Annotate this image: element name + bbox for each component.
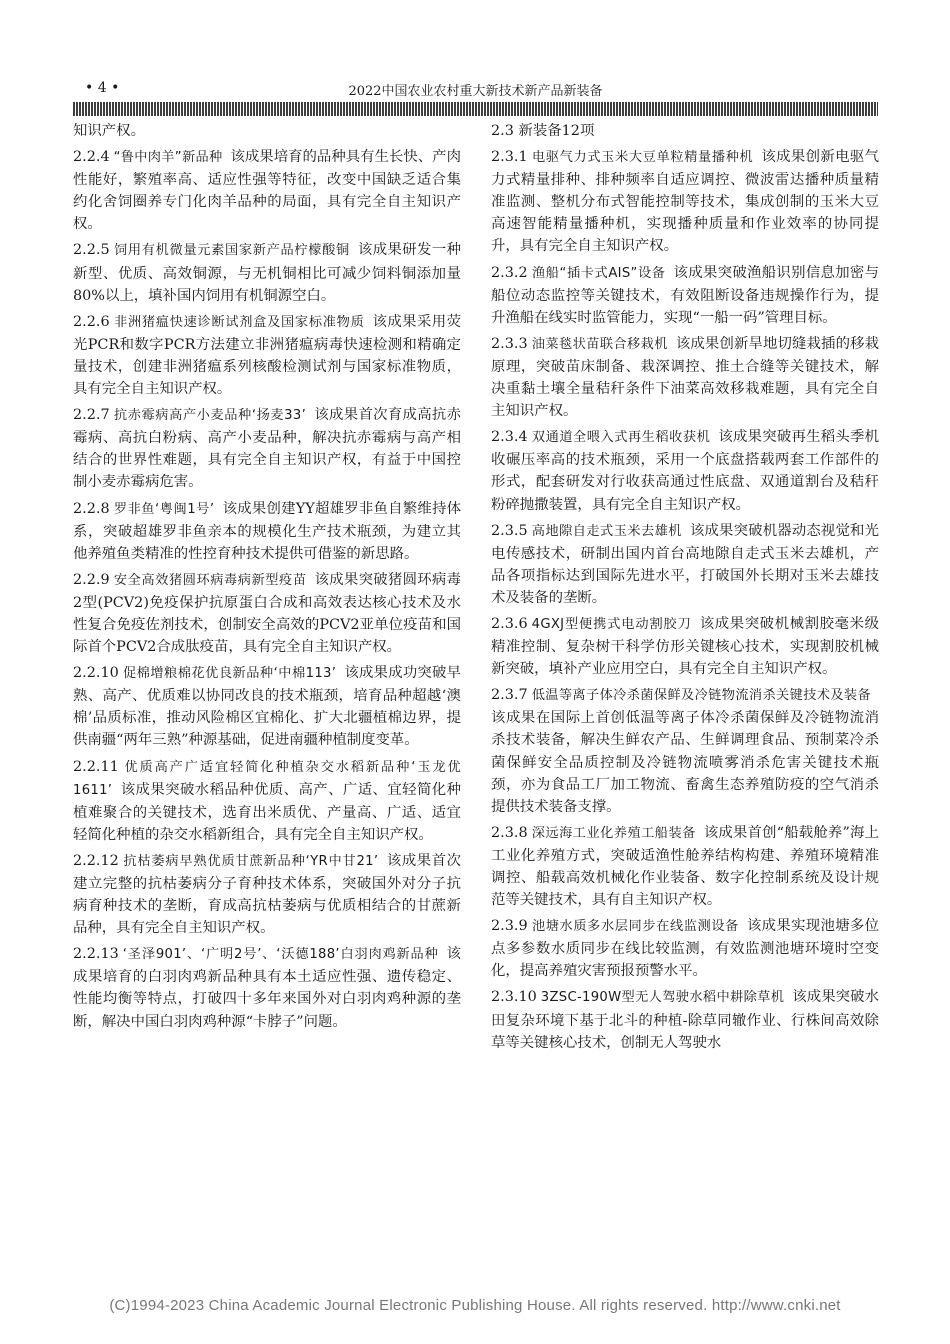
- right-items: [491, 146, 879, 1054]
- entry-number: 2.2.4: [73, 149, 110, 166]
- entry-number: 2.2.10: [73, 665, 119, 682]
- entry-body: 该成果培育的品种具有生长快、产肉性能好，繁殖率高、适应性强等特征，改变中国缺乏适合集约化舍饲圈养专门化肉羊品种的局面，具有完全自主知识产权。: [73, 149, 461, 233]
- entry-paragraph: [491, 426, 879, 515]
- entry-title: 优质高产广适宜轻简化种植杂交水稻新品种‘玉龙优1611’: [73, 759, 461, 798]
- entry-title: 深远海工业化养殖工船装备: [531, 825, 696, 841]
- entry-paragraph: [73, 569, 461, 658]
- entry-title: “鲁中肉羊”新品种: [113, 150, 223, 166]
- entry-body: 该成果突破再生稻头季机收碾压率高的技术瓶颈，采用一个底盘搭载两套工作部件的形式，配套研发对行收获高通过性底盘、双通道割台及秸秆粉碎抛撒装置，具有完全自主知识产权。: [491, 429, 879, 513]
- entry-number: 2.3.1: [491, 149, 528, 166]
- entry-title: ‘圣泽901’、‘广明2号’、‘沃德188’白羽肉鸡新品种: [122, 947, 439, 963]
- entry-number: 2.3.8: [491, 824, 528, 841]
- entry-body: 该成果成功突破早熟、高产、优质难以协同改良的技术瓶颈，培育品种超越‘澳棉’品质标准，推动风险棉区宜棉化、扩大北疆植棉边界，提供南疆“两年三熟”种源基础，促进南疆种植制度变革。: [73, 665, 461, 749]
- entry-number: 2.3.10: [491, 989, 537, 1006]
- entry-body: 该成果突破水田复杂环境下基于北斗的种植-除草同辙作业、行株间高效除草等关键核心技术，创制无人驾驶水: [491, 989, 879, 1051]
- entry-paragraph: [491, 613, 879, 680]
- entry-number: 2.3.4: [491, 429, 528, 446]
- entry-number: 2.3.7: [491, 687, 528, 704]
- entry-title: 饲用有机微量元素国家新产品柠檬酸铜: [113, 243, 350, 259]
- entry-title: 低温等离子体冷杀菌保鲜及冷链物流消杀关键技术及装备: [531, 688, 871, 704]
- page-number: • 4 •: [85, 80, 120, 96]
- entry-title: 非洲猪瘟快速诊断试剂盒及国家标准物质: [113, 314, 365, 330]
- entry-paragraph: [491, 986, 879, 1053]
- entry-title: 3ZSC-190W型无人驾驶水稻中耕除草机: [540, 990, 785, 1006]
- entry-number: 2.2.6: [73, 313, 110, 330]
- entry-paragraph: [73, 239, 461, 306]
- entry-title: 渔船“插卡式AIS”设备: [531, 265, 666, 281]
- entry-paragraph: [73, 146, 461, 235]
- entry-title: 高地隙自走式玉米去雄机: [531, 523, 682, 539]
- entry-number: 2.3.2: [491, 264, 528, 281]
- entry-paragraph: [73, 662, 461, 751]
- entry-body: 该成果首创“船载舱养”海上工业化养殖方式，突破适渔性舱养结构构建、养殖环境精准调控、船载高效机械化作业装备、数字化控制系统及设计规范等关键技术，具有自主知识产权。: [491, 824, 879, 909]
- entry-paragraph: [491, 684, 879, 818]
- entry-body: 该成果突破渔船识别信息加密与船位动态监控等关键技术，有效阻断设备违规操作行为，提升渔船在线实时监管能力，实现“一船一码”管理目标。: [491, 264, 879, 326]
- left-column: [73, 120, 461, 1037]
- entry-number: 2.2.5: [73, 242, 110, 259]
- entry-title: 双通道全喂入式再生稻收获机: [531, 430, 711, 446]
- entry-body: 该成果突破水稻品种优质、高产、广适、宜轻简化种植难聚合的关键技术，选育出米质优、产量高、广适、适宜轻简化种植的杂交水稻新组合，具有完全自主知识产权。: [73, 781, 461, 843]
- entry-number: 2.2.9: [73, 571, 110, 588]
- entry-title: 电驱气力式玉米大豆单粒精量播种机: [531, 150, 754, 166]
- header-rule: [73, 102, 878, 116]
- entry-paragraph: [73, 311, 461, 400]
- entry-body: 该成果突破机械割胶毫米级精准控制、复杂树干科学仿形关键核心技术，实现割胶机械新突破，填补产业应用空白，具有完全自主知识产权。: [491, 615, 879, 678]
- right-column: [491, 120, 879, 1058]
- entry-paragraph: [491, 915, 879, 982]
- entry-body: 该成果突破机器动态视觉和光电传感技术，研制出国内首台高地隙自走式玉米去雄机，产品各项指标达到国际先进水平，打破国外长期对玉米去雄技术及装备的垄断。: [491, 522, 879, 606]
- entry-body: 该成果实现池塘多位点多参数水质同步在线比较监测，有效监测池塘环境时空变化，提高养殖灾害预报预警水平。: [491, 918, 879, 980]
- section-heading: 2.3 新装备12项: [491, 123, 595, 139]
- entry-number: 2.3.5: [491, 522, 528, 539]
- continuation-text: 知识产权。: [73, 123, 145, 139]
- entry-number: 2.3.6: [491, 615, 528, 632]
- entry-title: 油菜毯状苗联合移栽机: [531, 336, 668, 352]
- entry-paragraph: [73, 850, 461, 939]
- entry-number: 2.3.3: [491, 335, 528, 352]
- entry-paragraph: [73, 943, 461, 1032]
- entry-paragraph: [73, 498, 461, 565]
- entry-title: 促棉增粮棉花优良新品种‘中棉113’: [122, 666, 337, 682]
- entry-paragraph: [491, 262, 879, 329]
- journal-title: 2022中国农业农村重大新技术新产品新装备: [348, 84, 603, 99]
- entry-title: 池塘水质多水层同步在线监测设备: [531, 919, 739, 935]
- entry-body: 该成果创建YY超雄罗非鱼自繁维持体系，突破超雄罗非鱼亲本的规模化生产技术瓶颈，为建立其他养殖鱼类精准的性控育种技术提供可借鉴的新思路。: [73, 500, 461, 562]
- entry-title: 抗赤霉病高产小麦品种‘扬麦33’: [113, 408, 307, 424]
- entry-paragraph: [491, 146, 879, 257]
- entry-number: 2.2.8: [73, 500, 110, 517]
- left-items: [73, 146, 461, 1033]
- entry-number: 2.3.9: [491, 918, 528, 935]
- entry-paragraph: [491, 333, 879, 422]
- running-header: [73, 78, 878, 98]
- entry-title: 抗枯萎病早熟优质甘蔗新品种‘YR中甘21’: [122, 853, 379, 869]
- entry-number: 2.2.13: [73, 946, 119, 963]
- entry-number: 2.2.11: [73, 758, 119, 775]
- entry-paragraph: [491, 822, 879, 911]
- entry-paragraph: [491, 520, 879, 609]
- entry-body: 该成果创新电驱气力式精量排种、排种频率自适应调控、微波雷达播种质量精准监测、整机分布式智能控制等技术，集成创制的玉米大豆高速智能精量播种机，实现播种质量和作业效率的协同提升，具有完全自主知识产权。: [491, 149, 879, 255]
- entry-body: 该成果突破猪圆环病毒2型(PCV2)免疫保护抗原蛋白合成和高效表达核心技术及水性复合免疫佐剂技术，创制安全高效的PCV2亚单位疫苗和国际首个PCV2合成肽疫苗，具有完全自主知识产权。: [73, 571, 461, 656]
- entry-paragraph: [73, 756, 461, 846]
- entry-paragraph: [73, 404, 461, 493]
- entry-body: 该成果培育的白羽肉鸡新品种具有本土适应性强、遗传稳定、性能均衡等特点，打破四十多年来国外对白羽肉鸡种源的垄断，解决中国白羽肉鸡种源“卡脖子”问题。: [73, 946, 461, 1030]
- entry-body: 该成果创新旱地切缝栽插的移栽原理，突破苗床制备、栽深调控、推土合缝等关键技术，解决重黏土壤全量秸秆条件下油菜高效移栽难题，具有完全自主知识产权。: [491, 335, 879, 420]
- entry-title: 4GXJ型便携式电动割胶刀: [531, 616, 692, 632]
- entry-body: 该成果首次建立完整的抗枯萎病分子育种技术体系，突破国外对分子抗病育种技术的垄断，育成高抗枯萎病与优质相结合的甘蔗新品种，具有完全自主知识产权。: [73, 852, 461, 937]
- entry-title: 安全高效猪圆环病毒病新型疫苗: [113, 572, 307, 588]
- entry-body: 该成果采用荧光PCR和数字PCR方法建立非洲猪瘟病毒快速检测和精确定量技术，创建非洲猪瘟系列核酸检测试剂与国家标准物质，具有完全自主知识产权。: [73, 313, 461, 398]
- entry-number: 2.2.7: [73, 407, 110, 424]
- entry-body: 该成果在国际上首创低温等离子体冷杀菌保鲜及冷链物流消杀技术装备，解决生鲜农产品、生鲜调理食品、预制菜冷杀菌保鲜安全品质控制及冷链物流喷雾消杀危害关键技术瓶颈，亦为食品工厂加工物流、畜禽生态养殖防疫的空气消杀提供技术装备支撑。: [491, 710, 879, 815]
- entry-number: 2.2.12: [73, 852, 119, 869]
- entry-body: 该成果研发一种新型、优质、高效铜源，与无机铜相比可减少饲料铜添加量80%以上，填补国内饲用有机铜源空白。: [73, 242, 461, 304]
- copyright-footer: (C)1994-2023 China Academic Journal Electronic Publishing House. All rights reserved. http://www.cnki.net: [109, 1297, 841, 1314]
- entry-title: 罗非鱼‘粤闽1号’: [113, 501, 215, 517]
- entry-body: 该成果首次育成高抗赤霉病、高抗白粉病、高产小麦品种，解决抗赤霉病与高产相结合的世界性难题，具有完全自主知识产权，有益于中国控制小麦赤霉病危害。: [73, 407, 461, 491]
